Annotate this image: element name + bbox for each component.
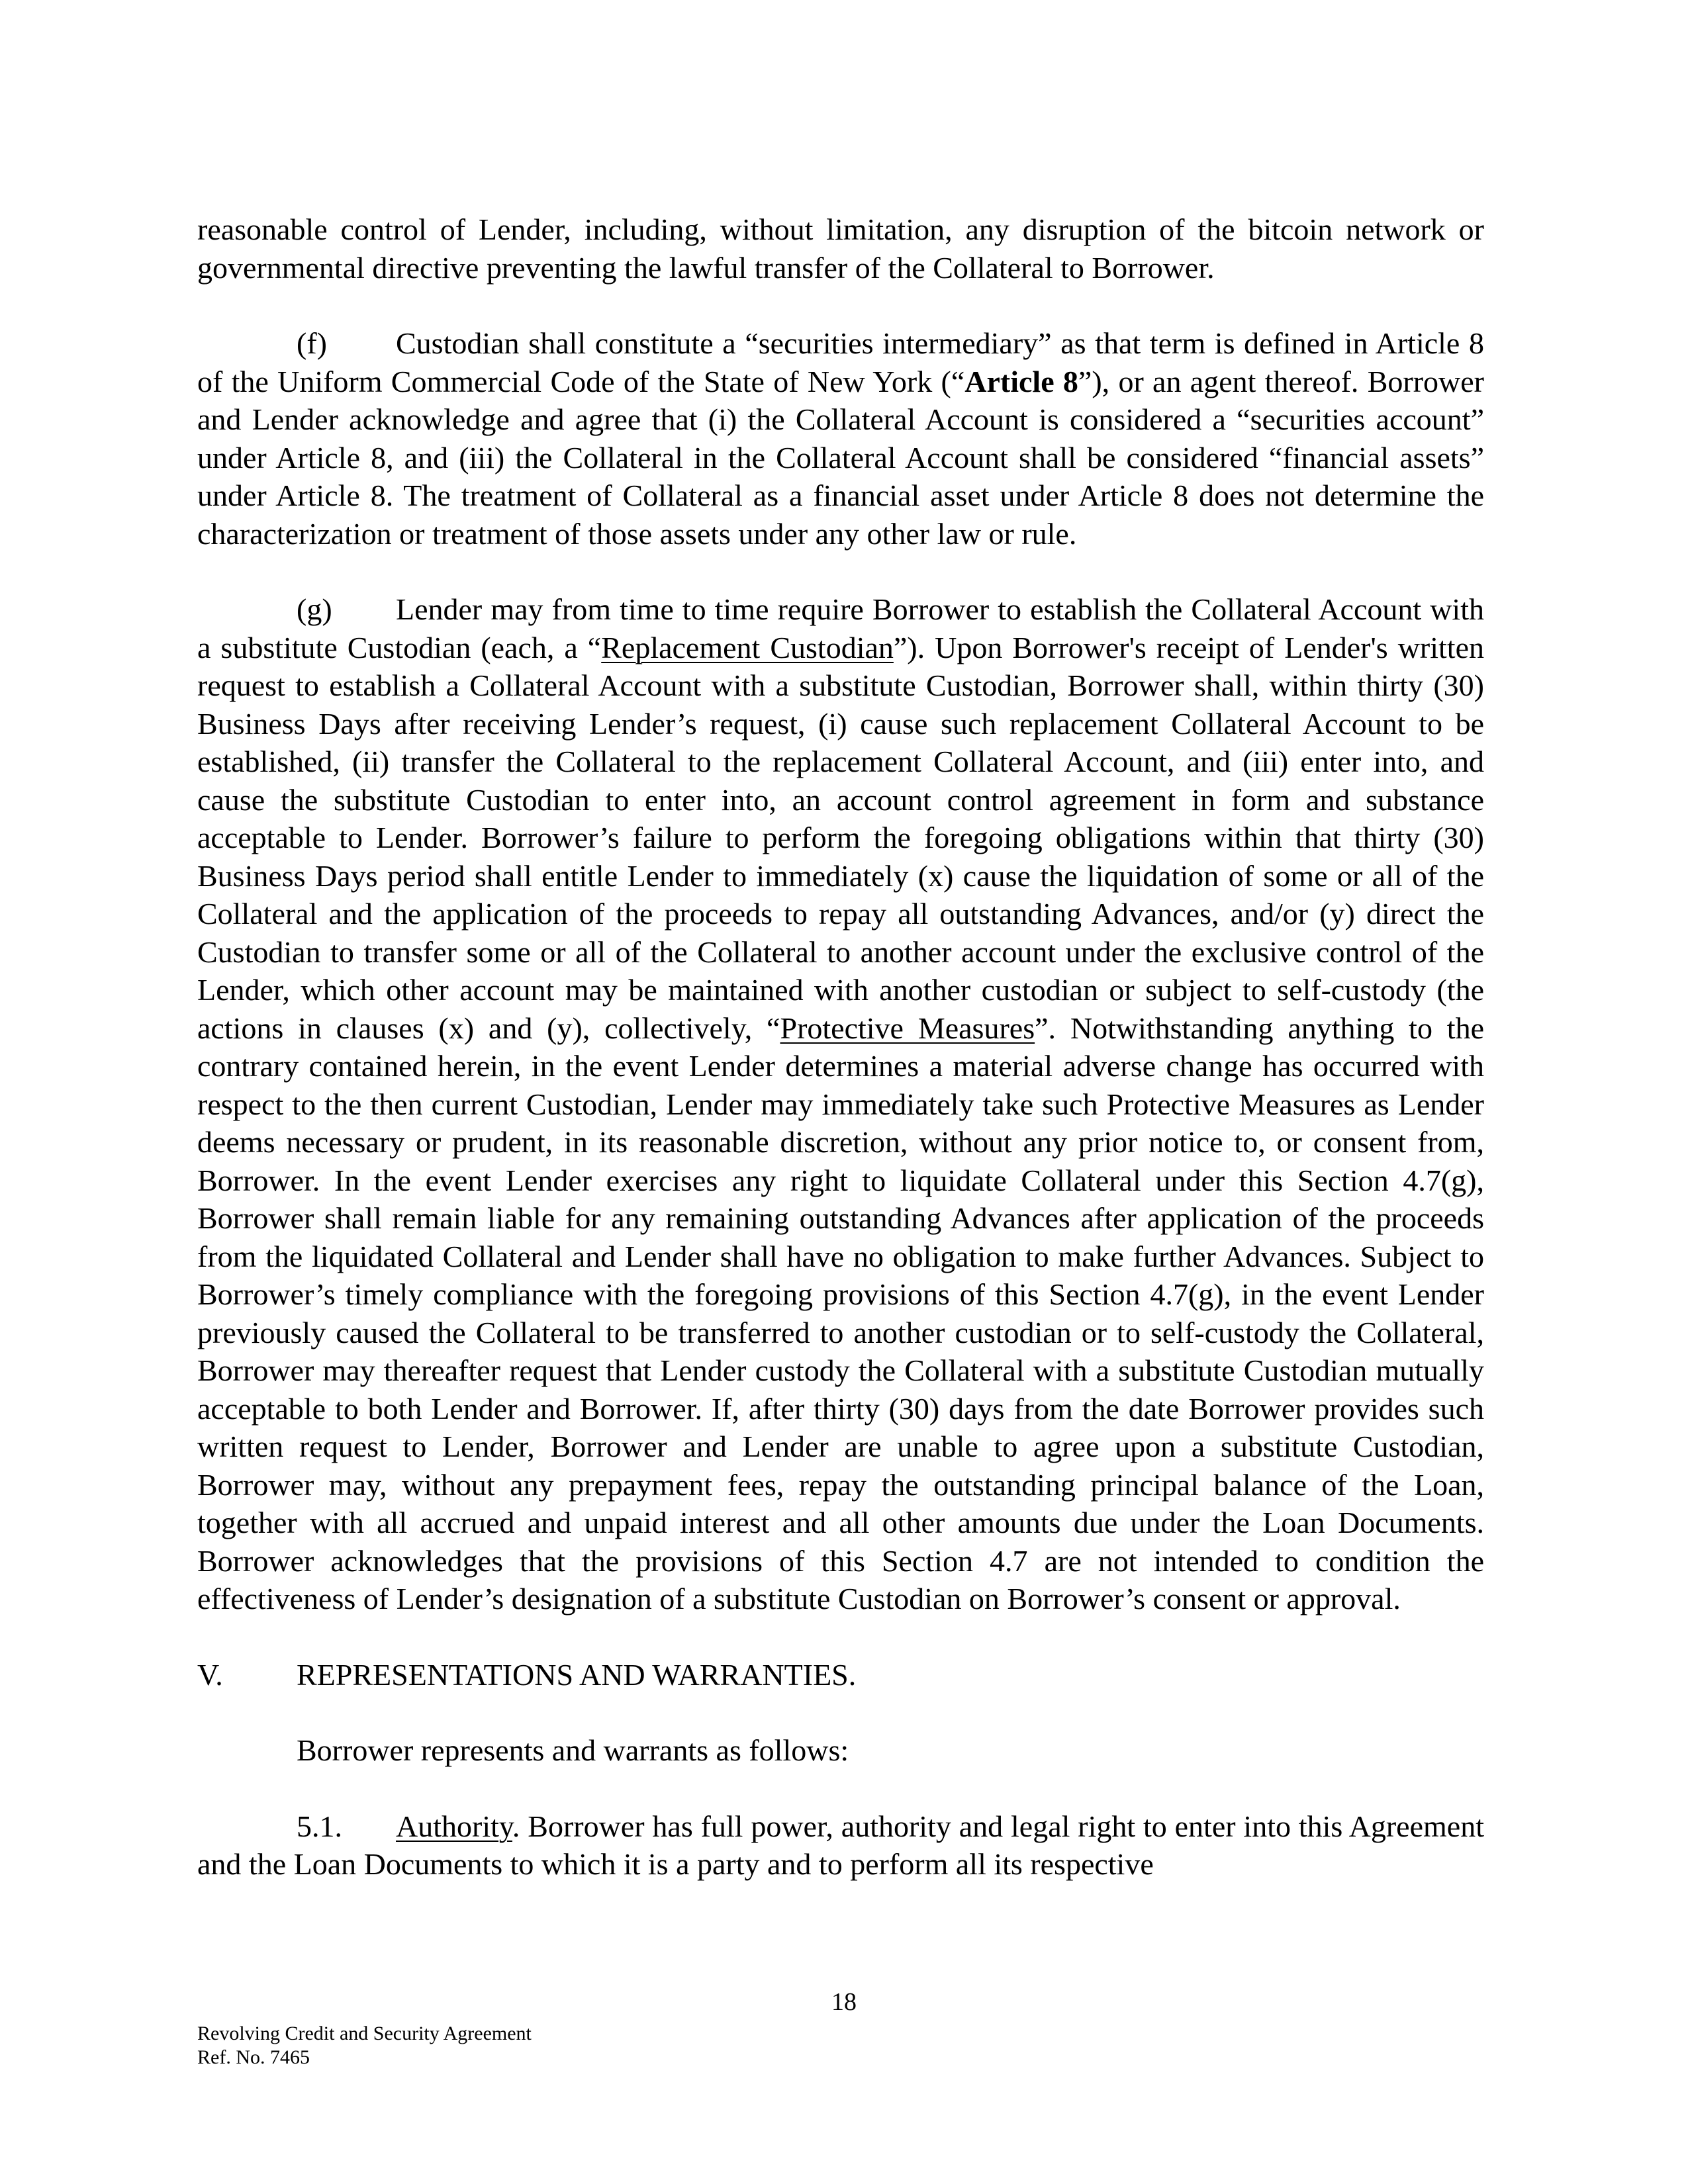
paragraph-f-text-1: Custodian shall constitute a “securities intermediary” as that term is defined in Article 8 of the Uniform Commercial Code of the State of New York (“: [197, 326, 1484, 398]
paragraph-f: [197, 324, 1484, 553]
paragraph-g-text-1: Lender may from time to time require Borrower to establish the Collateral Account with a substitute Custodian (each, a “: [197, 592, 1484, 664]
paragraph-g: [197, 590, 1484, 1618]
document-body: [197, 210, 1484, 1884]
paragraph-5-1: [197, 1807, 1484, 1884]
footer-title: Revolving Credit and Security Agreement: [197, 2023, 532, 2044]
paragraph-intro: reasonable control of Lender, including, without limitation, any disruption of the bitcoin network or governmental directive preventing the lawful transfer of the Collateral to Borrower.: [197, 212, 1484, 285]
defined-term-article-8: Article 8: [964, 364, 1078, 398]
paragraph-f-text-2: ”), or an agent thereof. Borrower and Lender acknowledge and agree that (i) the Collateral Account is considered a “securities account” under Article 8, and (iii) the Collateral in the Collateral Account shall be considered “financial assets” under Article 8. The treatment of Collateral as a financial asset under Article 8 does not determine the characterization or treatment of those assets under any other law or rule.: [197, 364, 1484, 551]
defined-term-replacement-custodian: Replacement Custodian: [601, 630, 894, 664]
section-heading-v: [197, 1656, 1484, 1694]
clause-number-f: (f): [297, 326, 327, 360]
clause-number-5-1: 5.1.: [297, 1809, 342, 1843]
defined-term-protective-measures: Protective Measures: [780, 1011, 1035, 1045]
section-title: REPRESENTATIONS AND WARRANTIES.: [297, 1657, 857, 1692]
document-footer: [197, 2022, 532, 2070]
heading-authority: Authority: [396, 1809, 512, 1843]
clause-number-g: (g): [297, 592, 332, 626]
page-number: 18: [831, 1988, 857, 2016]
paragraph-g-text-2: ”). Upon Borrower's receipt of Lender's written request to establish a Collateral Account with a substitute Custodian, Borrower shall, within thirty (30) Business Days after receiving Lender’s request, (i) cause such replacement Collateral Account to be established, (ii) transfer the Collateral to the replacement Collateral Account, and (iii) enter into, and cause the substitute Custodian to enter into, an account control agreement in form and substance acceptable to Lender. Borrower’s failure to perform the foregoing obligations within that thirty (30) Business Days period shall entitle Lender to immediately (x) cause the liquidation of some or all of the Collateral and the application of the proceeds to repay all outstanding Advances, and/or (y) direct the Custodian to transfer some or all of the Collateral to another account under the exclusive control of the Lender, which other account may be maintained with another custodian or subject to self-custody (the actions in clauses (x) and (y), collectively, “: [197, 630, 1484, 1045]
paragraph-5-1-text: . Borrower has full power, authority and legal right to enter into this Agreement and the Loan Documents to which it is a party and to perform all its respective: [197, 1809, 1484, 1881]
footer-reference: Ref. No. 7465: [197, 2046, 310, 2068]
section-number: V.: [197, 1657, 223, 1692]
paragraph-representations: Borrower represents and warrants as follows:: [297, 1733, 849, 1767]
paragraph-g-text-3: ”. Notwithstanding anything to the contrary contained herein, in the event Lender determines a material adverse change has occurred with respect to the then current Custodian, Lender may immediately take such Protective Measures as Lender deems necessary or prudent, in its reasonable discretion, without any prior notice to, or consent from, Borrower. In the event Lender exercises any right to liquidate Collateral under this Section 4.7(g), Borrower shall remain liable for any remaining outstanding Advances after application of the proceeds from the liquidated Collateral and Lender shall have no obligation to make further Advances. Subject to Borrower’s timely compliance with the foregoing provisions of this Section 4.7(g), in the event Lender previously caused the Collateral to be transferred to another custodian or to self-custody the Collateral, Borrower may thereafter request that Lender custody the Collateral with a substitute Custodian mutually acceptable to both Lender and Borrower. If, after thirty (30) days from the date Borrower provides such written request to Lender, Borrower and Lender are unable to agree upon a substitute Custodian, Borrower may, without any prepayment fees, repay the outstanding principal balance of the Loan, together with all accrued and unpaid interest and all other amounts due under the Loan Documents. Borrower acknowledges that the provisions of this Section 4.7 are not intended to condition the effectiveness of Lender’s designation of a substitute Custodian on Borrower’s consent or approval.: [197, 1011, 1484, 1615]
